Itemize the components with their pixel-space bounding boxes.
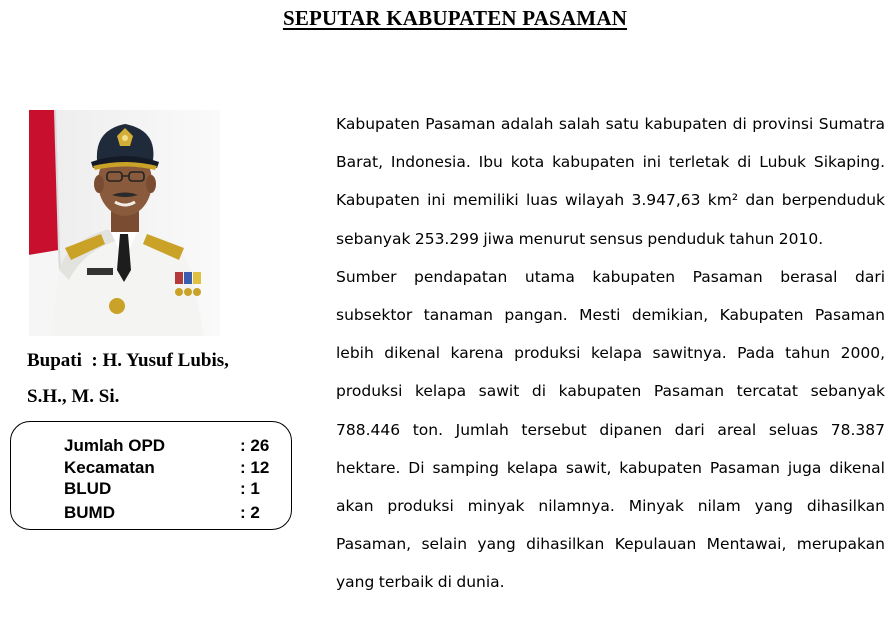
stat-row-opd <box>64 435 284 457</box>
stat-row-kecamatan <box>64 457 284 479</box>
stat-value: : 2 <box>240 502 260 524</box>
regent-caption-line-2: S.H., M. Si. <box>27 386 120 407</box>
regent-caption-line-1: Bupati : H. Yusuf Lubis, <box>27 350 229 371</box>
official-portrait <box>29 110 220 336</box>
paragraph: Sumber pendapatan utama kabupaten Pasaman berasal dari subsektor tanaman pangan. Mesti demikian, Kabupaten Pasaman lebih dikenal karena produksi kelapa sawitnya. Pada tahun 2000, produksi kelapa sawit di kabupaten Pasaman tercatat sebanyak 788.446 ton. Jumlah tersebut dipanen dari areal seluas 78.387 hektare. Di samping kelapa sawit, kabupaten Pasaman juga dikenal akan produksi minyak nilamnya. Minyak nilam yang dihasilkan Pasaman, selain yang dihasilkan Kepulauan Mentawai, merupakan yang terbaik di dunia. <box>336 267 885 592</box>
stat-value: : 12 <box>240 457 269 479</box>
stat-label: Jumlah OPD <box>64 436 166 455</box>
article-body <box>336 105 885 602</box>
paragraph: Kabupaten Pasaman adalah salah satu kabupaten di provinsi Sumatra Barat, Indonesia. Ibu kota kabupaten ini terletak di Lubuk Sikaping. Kabupaten ini memiliki luas wilayah 3.947,63 km² dan berpenduduk sebanyak 253.299 jiwa menurut sensus penduduk tahun 2010. <box>336 115 885 248</box>
stat-value: : 26 <box>240 435 269 457</box>
stat-value: : 1 <box>240 478 260 500</box>
stat-label: Kecamatan <box>64 458 155 477</box>
stats-box <box>10 421 292 530</box>
stat-label: BLUD <box>64 479 112 498</box>
stat-row-bumd <box>64 502 284 524</box>
page-title: SEPUTAR KABUPATEN PASAMAN <box>282 6 628 30</box>
stat-row-blud <box>64 478 284 500</box>
stat-label: BUMD <box>64 503 115 522</box>
